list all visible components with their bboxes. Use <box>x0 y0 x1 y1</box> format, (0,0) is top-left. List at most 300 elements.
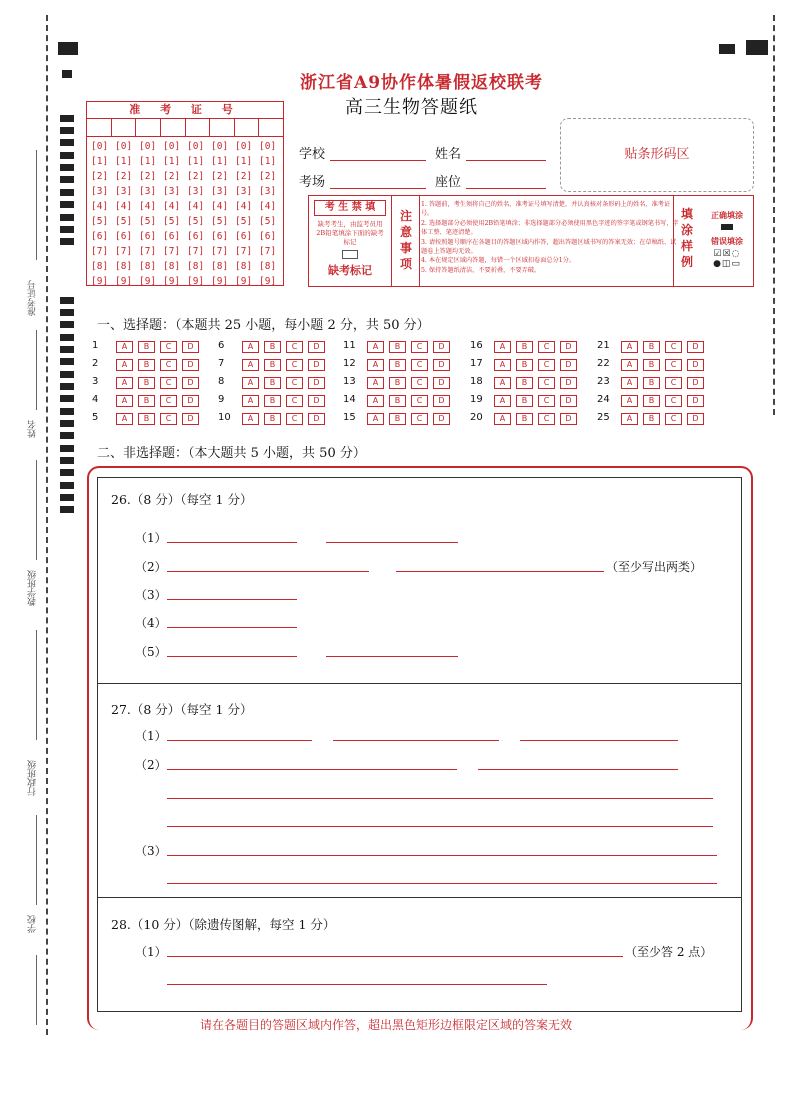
option-bubble-c[interactable]: C <box>411 395 428 407</box>
digit-row[interactable] <box>91 244 283 259</box>
digit-bubble[interactable]: [3] <box>91 186 109 197</box>
q26-answer-line[interactable] <box>326 542 458 543</box>
option-bubble-b[interactable]: B <box>264 395 281 407</box>
digit-bubble[interactable]: [6] <box>211 231 229 242</box>
digit-bubble[interactable]: [1] <box>115 156 133 167</box>
q27-title: 27.（8 分）（每空 1 分） <box>111 702 253 717</box>
question-number: 9 <box>218 394 225 405</box>
digit-bubble[interactable]: [1] <box>163 156 181 167</box>
option-bubble-c[interactable]: C <box>160 395 177 407</box>
digit-bubble[interactable]: [0] <box>259 141 277 152</box>
digit-bubble[interactable]: [9] <box>91 276 109 287</box>
option-bubble-b[interactable]: B <box>643 377 660 389</box>
digit-bubble[interactable]: [2] <box>139 171 157 182</box>
option-bubble-b[interactable]: B <box>138 341 155 353</box>
option-bubble-d[interactable]: D <box>687 359 704 371</box>
digit-bubble[interactable]: [4] <box>235 201 253 212</box>
side-line <box>36 815 37 905</box>
digit-bubble[interactable]: [2] <box>211 171 229 182</box>
option-bubble-a[interactable]: A <box>621 413 638 425</box>
digit-bubble[interactable]: [9] <box>259 276 277 287</box>
option-bubble-d[interactable]: D <box>308 341 325 353</box>
digit-bubble[interactable]: [9] <box>139 276 157 287</box>
timing-mark <box>60 176 74 183</box>
option-bubble-c[interactable]: C <box>665 395 682 407</box>
digit-bubble[interactable]: [6] <box>259 231 277 242</box>
digit-bubble[interactable]: [8] <box>259 261 277 272</box>
digit-bubble[interactable]: [5] <box>115 216 133 227</box>
option-bubble-d[interactable]: D <box>308 377 325 389</box>
option-bubble-a[interactable]: A <box>367 341 384 353</box>
absent-bubble[interactable] <box>342 250 358 259</box>
digit-bubble[interactable]: [3] <box>187 186 205 197</box>
option-bubble-b[interactable]: B <box>138 395 155 407</box>
side-label-admin-class: 行政班级 <box>28 760 38 796</box>
exam-room-field[interactable] <box>330 188 426 189</box>
digit-bubble[interactable]: [8] <box>139 261 157 272</box>
option-bubble-c[interactable]: C <box>538 413 555 425</box>
option-bubble-c[interactable]: C <box>286 413 303 425</box>
question-number: 13 <box>343 376 356 387</box>
option-bubble-c[interactable]: C <box>286 341 303 353</box>
digit-bubble[interactable]: [3] <box>211 186 229 197</box>
q26-sub-3: （3） <box>135 588 167 602</box>
option-bubble-d[interactable]: D <box>560 395 577 407</box>
q27-answer-line[interactable] <box>333 740 499 741</box>
corner-marker <box>719 44 735 54</box>
timing-mark <box>60 139 74 146</box>
corner-marker <box>58 42 78 55</box>
option-bubble-d[interactable]: D <box>687 377 704 389</box>
option-bubble-c[interactable]: C <box>411 413 428 425</box>
digit-bubble[interactable]: [4] <box>139 201 157 212</box>
digit-bubble[interactable]: [1] <box>235 156 253 167</box>
digit-bubble[interactable]: [2] <box>91 171 109 182</box>
option-bubble-a[interactable]: A <box>494 395 511 407</box>
question-number: 4 <box>92 394 99 405</box>
wrong-fill-label: 错误填涂 <box>711 236 743 246</box>
option-bubble-b[interactable]: B <box>264 359 281 371</box>
q27-sub-1: （1） <box>135 729 167 743</box>
option-bubble-d[interactable]: D <box>687 413 704 425</box>
option-bubble-c[interactable]: C <box>665 341 682 353</box>
timing-mark <box>60 214 74 221</box>
option-bubble-c[interactable]: C <box>411 341 428 353</box>
digit-bubble[interactable]: [5] <box>235 216 253 227</box>
timing-mark <box>60 189 74 196</box>
option-bubble-c[interactable]: C <box>665 377 682 389</box>
option-bubble-b[interactable]: B <box>389 377 406 389</box>
option-bubble-a[interactable]: A <box>116 359 133 371</box>
option-bubble-b[interactable]: B <box>516 413 533 425</box>
option-bubble-d[interactable]: D <box>433 395 450 407</box>
option-bubble-b[interactable]: B <box>516 377 533 389</box>
option-bubble-c[interactable]: C <box>411 359 428 371</box>
option-bubble-b[interactable]: B <box>138 413 155 425</box>
corner-marker <box>746 40 768 55</box>
option-bubble-c[interactable]: C <box>665 413 682 425</box>
digit-bubble[interactable]: [5] <box>211 216 229 227</box>
digit-bubble[interactable]: [2] <box>163 171 181 182</box>
q27-answer-line[interactable] <box>167 769 457 770</box>
absent-text: 缺考考生，由监考员用2B铅笔填涂下面的缺考标记 <box>316 220 384 246</box>
digit-bubble[interactable]: [9] <box>187 276 205 287</box>
q26-answer-line[interactable] <box>167 656 297 657</box>
q26-note: （至少写出两类） <box>606 560 703 574</box>
option-bubble-d[interactable]: D <box>433 377 450 389</box>
option-bubble-b[interactable]: B <box>264 377 281 389</box>
question-number: 17 <box>470 358 483 369</box>
notice-item: 2. 选择题部分必须使用2B铅笔填涂；非选择题部分必须使用黑色字迹的签字笔或钢笔书写，字体工整、笔迹清楚。 <box>421 219 679 237</box>
digit-bubble[interactable]: [0] <box>163 141 181 152</box>
q26-answer-line[interactable] <box>396 571 604 572</box>
digit-bubble[interactable]: [1] <box>91 156 109 167</box>
question-number: 20 <box>470 412 483 423</box>
question-number: 19 <box>470 394 483 405</box>
digit-bubble[interactable]: [7] <box>139 246 157 257</box>
digit-bubble[interactable]: [6] <box>91 231 109 242</box>
option-bubble-c[interactable]: C <box>411 377 428 389</box>
digit-row[interactable] <box>91 154 283 169</box>
timing-mark <box>60 494 74 501</box>
option-bubble-a[interactable]: A <box>494 359 511 371</box>
option-bubble-b[interactable]: B <box>138 359 155 371</box>
option-bubble-b[interactable]: B <box>138 377 155 389</box>
timing-mark <box>60 358 74 365</box>
option-bubble-d[interactable]: D <box>308 413 325 425</box>
digit-bubble[interactable]: [1] <box>259 156 277 167</box>
digit-bubble[interactable]: [3] <box>259 186 277 197</box>
q28-answer-line[interactable] <box>167 956 623 957</box>
admission-number-grid <box>86 101 284 286</box>
q27-answer-line[interactable] <box>520 740 678 741</box>
question-number: 6 <box>218 340 225 351</box>
digit-bubble[interactable]: [6] <box>139 231 157 242</box>
digit-bubble[interactable]: [1] <box>139 156 157 167</box>
digit-bubble[interactable]: [8] <box>163 261 181 272</box>
wrong-fill-samples-2: ●◫▭ <box>713 259 741 269</box>
sheet-subtitle: 高三生物答题纸 <box>345 97 478 118</box>
option-bubble-a[interactable]: A <box>242 377 259 389</box>
timing-mark <box>60 297 74 304</box>
option-bubble-b[interactable]: B <box>643 341 660 353</box>
option-bubble-d[interactable]: D <box>560 359 577 371</box>
option-bubble-c[interactable]: C <box>286 377 303 389</box>
timing-mark <box>60 432 74 439</box>
option-bubble-b[interactable]: B <box>516 341 533 353</box>
q27-answer-line[interactable] <box>478 769 678 770</box>
digit-bubble[interactable]: [6] <box>163 231 181 242</box>
timing-mark <box>60 226 74 233</box>
digit-bubble[interactable]: [8] <box>115 261 133 272</box>
q26-answer-line[interactable] <box>326 656 458 657</box>
question-number: 5 <box>92 412 99 423</box>
choice-section-title: 一、选择题：（本题共 25 小题，每小题 2 分，共 50 分） <box>97 318 430 333</box>
option-bubble-b[interactable]: B <box>389 413 406 425</box>
digit-bubble[interactable]: [4] <box>163 201 181 212</box>
option-bubble-c[interactable]: C <box>538 359 555 371</box>
question-number: 8 <box>218 376 225 387</box>
option-bubble-d[interactable]: D <box>182 413 199 425</box>
option-bubble-a[interactable]: A <box>494 377 511 389</box>
digit-bubble[interactable]: [8] <box>235 261 253 272</box>
exam-title: 浙江省A9协作体暑假返校联考 <box>300 73 544 93</box>
digit-row[interactable] <box>91 274 283 289</box>
digit-bubble[interactable]: [4] <box>91 201 109 212</box>
side-line <box>36 150 37 260</box>
option-bubble-a[interactable]: A <box>621 341 638 353</box>
option-bubble-a[interactable]: A <box>621 395 638 407</box>
digit-bubble[interactable]: [0] <box>235 141 253 152</box>
option-bubble-d[interactable]: D <box>182 377 199 389</box>
question-number: 18 <box>470 376 483 387</box>
q26-title: 26.（8 分）（每空 1 分） <box>111 492 253 507</box>
option-bubble-c[interactable]: C <box>538 377 555 389</box>
digit-bubble[interactable]: [7] <box>187 246 205 257</box>
option-bubble-c[interactable]: C <box>160 341 177 353</box>
q27-answer-line[interactable] <box>167 826 713 827</box>
option-bubble-d[interactable]: D <box>560 377 577 389</box>
digit-bubble[interactable]: [1] <box>187 156 205 167</box>
side-label-name: 姓名 <box>28 420 38 438</box>
q26-answer-line[interactable] <box>167 571 369 572</box>
option-bubble-c[interactable]: C <box>160 377 177 389</box>
digit-row[interactable] <box>91 229 283 244</box>
name-field[interactable] <box>466 160 546 161</box>
timing-mark <box>60 445 74 452</box>
option-bubble-a[interactable]: A <box>242 359 259 371</box>
option-bubble-c[interactable]: C <box>286 395 303 407</box>
digit-bubble[interactable]: [3] <box>115 186 133 197</box>
digit-bubble[interactable]: [7] <box>235 246 253 257</box>
side-line <box>36 630 37 740</box>
q27-answer-line[interactable] <box>167 883 717 884</box>
option-bubble-a[interactable]: A <box>367 395 384 407</box>
timing-mark <box>60 238 74 245</box>
digit-row[interactable] <box>91 139 283 154</box>
q28-answer-line[interactable] <box>167 984 547 985</box>
timing-mark <box>60 395 74 402</box>
option-bubble-b[interactable]: B <box>643 395 660 407</box>
q27-answer-line[interactable] <box>167 855 717 856</box>
correct-fill-label: 正确填涂 <box>711 210 743 220</box>
option-bubble-d[interactable]: D <box>433 359 450 371</box>
corner-marker <box>62 70 72 78</box>
option-bubble-b[interactable]: B <box>643 413 660 425</box>
q26-answer-line[interactable] <box>167 599 297 600</box>
q27-answer-line[interactable] <box>167 798 713 799</box>
option-bubble-a[interactable]: A <box>116 395 133 407</box>
q26-sub-2: （2） <box>135 560 167 574</box>
option-bubble-c[interactable]: C <box>665 359 682 371</box>
notice-item: 3. 请按照题号顺序在各题目的答题区域内作答，超出答题区域书写的答案无效；在草稿纸、试题卷上答题均无效。 <box>421 238 677 256</box>
side-line <box>36 460 37 560</box>
digit-bubble[interactable]: [5] <box>163 216 181 227</box>
admission-number-cells[interactable] <box>87 119 283 137</box>
option-bubble-a[interactable]: A <box>621 359 638 371</box>
digit-bubble[interactable]: [9] <box>235 276 253 287</box>
option-bubble-a[interactable]: A <box>242 341 259 353</box>
digit-bubble[interactable]: [7] <box>163 246 181 257</box>
option-bubble-b[interactable]: B <box>389 359 406 371</box>
digit-bubble[interactable]: [0] <box>91 141 109 152</box>
question-number: 22 <box>597 358 610 369</box>
digit-row[interactable] <box>91 259 283 274</box>
question-number: 7 <box>218 358 225 369</box>
digit-bubble[interactable]: [1] <box>211 156 229 167</box>
seat-field[interactable] <box>466 188 546 189</box>
admission-number-title: 准 考 证 号 <box>87 102 283 119</box>
digit-bubble[interactable]: [8] <box>187 261 205 272</box>
timing-mark <box>60 506 74 513</box>
timing-mark <box>60 371 74 378</box>
option-bubble-b[interactable]: B <box>389 395 406 407</box>
q26-answer-line[interactable] <box>167 627 297 628</box>
q26-answer-line[interactable] <box>167 542 297 543</box>
option-bubble-d[interactable]: D <box>687 395 704 407</box>
digit-row[interactable] <box>91 214 283 229</box>
option-bubble-a[interactable]: A <box>494 341 511 353</box>
timing-mark <box>60 321 74 328</box>
digit-bubble[interactable]: [4] <box>115 201 133 212</box>
side-line <box>36 330 37 410</box>
digit-bubble[interactable]: [0] <box>211 141 229 152</box>
option-bubble-a[interactable]: A <box>242 395 259 407</box>
option-bubble-a[interactable]: A <box>116 377 133 389</box>
option-bubble-b[interactable]: B <box>264 341 281 353</box>
option-bubble-a[interactable]: A <box>367 377 384 389</box>
digit-bubble[interactable]: [3] <box>163 186 181 197</box>
digit-bubble[interactable]: [7] <box>259 246 277 257</box>
side-label-school: 学校 <box>28 915 38 933</box>
digit-bubble[interactable]: [0] <box>115 141 133 152</box>
timing-mark <box>60 469 74 476</box>
question-number: 2 <box>92 358 99 369</box>
timing-mark <box>60 420 74 427</box>
option-bubble-b[interactable]: B <box>264 413 281 425</box>
digit-bubble[interactable]: [2] <box>115 171 133 182</box>
option-bubble-d[interactable]: D <box>308 359 325 371</box>
digit-bubble[interactable]: [5] <box>139 216 157 227</box>
school-field[interactable] <box>330 160 426 161</box>
digit-bubble[interactable]: [3] <box>235 186 253 197</box>
digit-row[interactable] <box>91 199 283 214</box>
question-number: 24 <box>597 394 610 405</box>
question-number: 14 <box>343 394 356 405</box>
digit-bubble[interactable]: [4] <box>211 201 229 212</box>
q28-title: 28.（10 分）（除遗传图解，每空 1 分） <box>111 917 336 932</box>
option-bubble-d[interactable]: D <box>560 341 577 353</box>
digit-bubble[interactable]: [8] <box>211 261 229 272</box>
notes-box <box>308 195 754 287</box>
option-bubble-d[interactable]: D <box>182 395 199 407</box>
option-bubble-d[interactable]: D <box>182 341 199 353</box>
q26-box <box>97 477 742 684</box>
option-bubble-d[interactable]: D <box>560 413 577 425</box>
digit-bubbles[interactable] <box>91 139 283 289</box>
digit-bubble[interactable]: [2] <box>187 171 205 182</box>
digit-bubble[interactable]: [4] <box>187 201 205 212</box>
question-number: 15 <box>343 412 356 423</box>
digit-bubble[interactable]: [7] <box>91 246 109 257</box>
option-bubble-c[interactable]: C <box>160 413 177 425</box>
question-number: 3 <box>92 376 99 387</box>
absent-title: 考 生 禁 填 <box>314 200 386 216</box>
digit-row[interactable] <box>91 184 283 199</box>
digit-bubble[interactable]: [2] <box>259 171 277 182</box>
option-bubble-c[interactable]: C <box>160 359 177 371</box>
digit-bubble[interactable]: [7] <box>211 246 229 257</box>
option-bubble-a[interactable]: A <box>116 413 133 425</box>
option-bubble-a[interactable]: A <box>494 413 511 425</box>
digit-row[interactable] <box>91 169 283 184</box>
question-number: 16 <box>470 340 483 351</box>
digit-bubble[interactable]: [0] <box>187 141 205 152</box>
digit-bubble[interactable]: [6] <box>187 231 205 242</box>
digit-bubble[interactable]: [4] <box>259 201 277 212</box>
digit-bubble[interactable]: [6] <box>115 231 133 242</box>
option-bubble-a[interactable]: A <box>367 359 384 371</box>
option-bubble-d[interactable]: D <box>433 341 450 353</box>
right-dashed-line <box>773 15 775 415</box>
digit-bubble[interactable]: [5] <box>187 216 205 227</box>
digit-bubble[interactable]: [9] <box>163 276 181 287</box>
q27-sub-3: （3） <box>135 844 167 858</box>
option-bubble-a[interactable]: A <box>621 377 638 389</box>
option-bubble-b[interactable]: B <box>516 395 533 407</box>
digit-bubble[interactable]: [2] <box>235 171 253 182</box>
digit-bubble[interactable]: [7] <box>115 246 133 257</box>
option-bubble-a[interactable]: A <box>116 341 133 353</box>
q27-sub-2: （2） <box>135 758 167 772</box>
option-bubble-d[interactable]: D <box>182 359 199 371</box>
option-bubble-b[interactable]: B <box>643 359 660 371</box>
timing-mark <box>60 383 74 390</box>
option-bubble-a[interactable]: A <box>367 413 384 425</box>
digit-bubble[interactable]: [3] <box>139 186 157 197</box>
notice-items <box>421 200 679 275</box>
digit-bubble[interactable]: [6] <box>235 231 253 242</box>
digit-bubble[interactable]: [9] <box>211 276 229 287</box>
option-bubble-c[interactable]: C <box>538 395 555 407</box>
option-bubble-d[interactable]: D <box>433 413 450 425</box>
digit-bubble[interactable]: [0] <box>139 141 157 152</box>
option-bubble-d[interactable]: D <box>308 395 325 407</box>
option-bubble-d[interactable]: D <box>687 341 704 353</box>
notice-item: 1. 答题前，考生须将自己的姓名、准考证号填写清楚，并认真核对条形码上的姓名、准考证号。 <box>421 201 671 218</box>
exam-room-label: 考场 <box>299 175 326 190</box>
digit-bubble[interactable]: [5] <box>259 216 277 227</box>
digit-bubble[interactable]: [8] <box>91 261 109 272</box>
sample-section <box>701 196 753 286</box>
notice-title: 注 意 事 项 <box>399 209 412 271</box>
digit-bubble[interactable]: [5] <box>91 216 109 227</box>
question-number: 25 <box>597 412 610 423</box>
q28-note: （至少答 2 点） <box>625 945 713 959</box>
question-number: 11 <box>343 340 356 351</box>
q27-answer-line[interactable] <box>167 740 312 741</box>
barcode-area: 贴条形码区 <box>560 118 754 192</box>
option-bubble-c[interactable]: C <box>538 341 555 353</box>
binding-dashed-line <box>46 15 48 1035</box>
option-bubble-b[interactable]: B <box>516 359 533 371</box>
timing-mark <box>60 309 74 316</box>
school-label: 学校 <box>299 147 326 162</box>
option-bubble-b[interactable]: B <box>389 341 406 353</box>
digit-bubble[interactable]: [9] <box>115 276 133 287</box>
option-bubble-c[interactable]: C <box>286 359 303 371</box>
option-bubble-a[interactable]: A <box>242 413 259 425</box>
